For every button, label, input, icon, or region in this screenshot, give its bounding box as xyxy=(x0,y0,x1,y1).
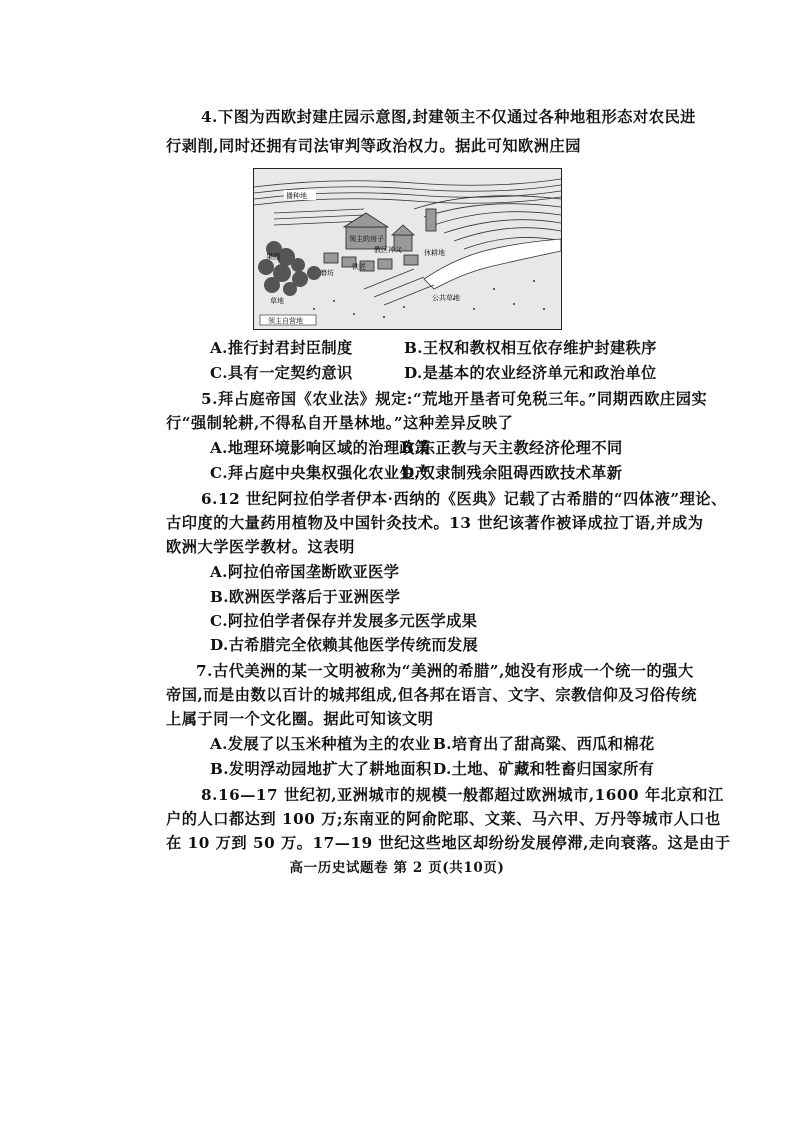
q7-option-a[interactable]: A.发展了以玉米种植为主的农业 xyxy=(210,735,431,753)
label-orchard: 果园 xyxy=(266,253,280,261)
label-mill: 磨坊 xyxy=(320,269,334,277)
q4-option-c[interactable]: C.具有一定契约意识 xyxy=(210,364,353,382)
q5-stem-line2: 行“强制轮耕,不得私自开垦林地。”这种差异反映了 xyxy=(166,414,514,432)
q7-stem-line3: 上属于同一个文化圈。据此可知该文明 xyxy=(166,710,434,728)
label-parish-priest: 教区神父 xyxy=(374,246,402,254)
label-fallow: 休耕地 xyxy=(424,249,445,257)
label-demesne: 领主自营地 xyxy=(268,317,303,325)
q6-option-a[interactable]: A.阿拉伯帝国垄断欧亚医学 xyxy=(210,563,400,581)
q8-stem-line3: 在 10 万到 50 万。17—19 世纪这些地区却纷纷发展停滞,走向衰落。这是由于 xyxy=(166,834,731,852)
page-footer: 高一历史试题卷 第 2 页(共10页) xyxy=(289,860,505,876)
q5-option-a[interactable]: A.地理环境影响区域的治理政策 xyxy=(210,439,431,457)
q4-option-a[interactable]: A.推行封君封臣制度 xyxy=(210,339,353,357)
q4-option-b[interactable]: B.王权和教权相互依存维护封建秩序 xyxy=(404,339,657,357)
q8-stem-line1: 8.16—17 世纪初,亚洲城市的规模一般都超过欧洲城市,1600 年北京和江 xyxy=(201,786,724,804)
q5-stem-line1: 5.拜占庭帝国《农业法》规定:“荒地开垦者可免税三年。”同期西欧庄园实 xyxy=(201,390,708,408)
q6-stem-line1: 6.12 世纪阿拉伯学者伊本·西纳的《医典》记载了古希腊的“四体液”理论、 xyxy=(201,490,727,508)
q6-option-c[interactable]: C.阿拉伯学者保存并发展多元医学成果 xyxy=(210,612,478,630)
manor-diagram xyxy=(253,168,562,330)
q7-stem-line2: 帝国,而是由数以百计的城邦组成,但各邦在语言、文字、宗教信仰及习俗传统 xyxy=(166,686,698,704)
q7-option-b[interactable]: B.培育出了甜高粱、西瓜和棉花 xyxy=(433,735,655,753)
q4-stem-line2: 行剥削,同时还拥有司法审判等政治权力。据此可知欧洲庄园 xyxy=(166,137,582,155)
q5-option-c[interactable]: C.拜占庭中央集权强化农业生产 xyxy=(210,464,431,482)
q6-stem-line3: 欧洲大学医学教材。这表明 xyxy=(166,538,355,556)
manor-illustration xyxy=(254,169,561,329)
q6-option-d[interactable]: D.古希腊完全依赖其他医学传统而发展 xyxy=(210,636,479,654)
q4-option-d[interactable]: D.是基本的农业经济单元和政治单位 xyxy=(404,364,657,382)
q7-option-d[interactable]: D.土地、矿藏和牲畜归国家所有 xyxy=(433,760,655,778)
q4-stem-line1: 4.下图为西欧封建庄园示意图,封建领主不仅通过各种地租形态对农民进 xyxy=(201,108,696,126)
q8-stem-line2: 户的人口都达到 100 万;东南亚的阿俞陀耶、文莱、马六甲、万丹等城市人口也 xyxy=(166,810,721,828)
q5-option-b[interactable]: B.东正教与天主教经济伦理不同 xyxy=(401,439,623,457)
label-common-pasture: 公共草地 xyxy=(432,294,460,302)
q6-option-b[interactable]: B.欧洲医学落后于亚洲医学 xyxy=(210,588,401,606)
q5-option-d[interactable]: D.奴隶制残余阻碍西欧技术革新 xyxy=(401,464,623,482)
q7-stem-line1: 7.古代美洲的某一文明被称为“美洲的希腊”,她没有形成一个统一的强大 xyxy=(196,662,694,680)
label-blacksmith: 铁匠 xyxy=(352,263,366,271)
q7-option-c[interactable]: B.发明浮动园地扩大了耕地面积 xyxy=(210,760,432,778)
label-sowing: 播种地 xyxy=(286,192,307,200)
label-lord-house: 领主的房子 xyxy=(349,235,384,243)
q6-stem-line2: 古印度的大量药用植物及中国针灸技术。13 世纪该著作被译成拉丁语,并成为 xyxy=(166,514,704,532)
label-meadow: 草地 xyxy=(270,297,284,305)
